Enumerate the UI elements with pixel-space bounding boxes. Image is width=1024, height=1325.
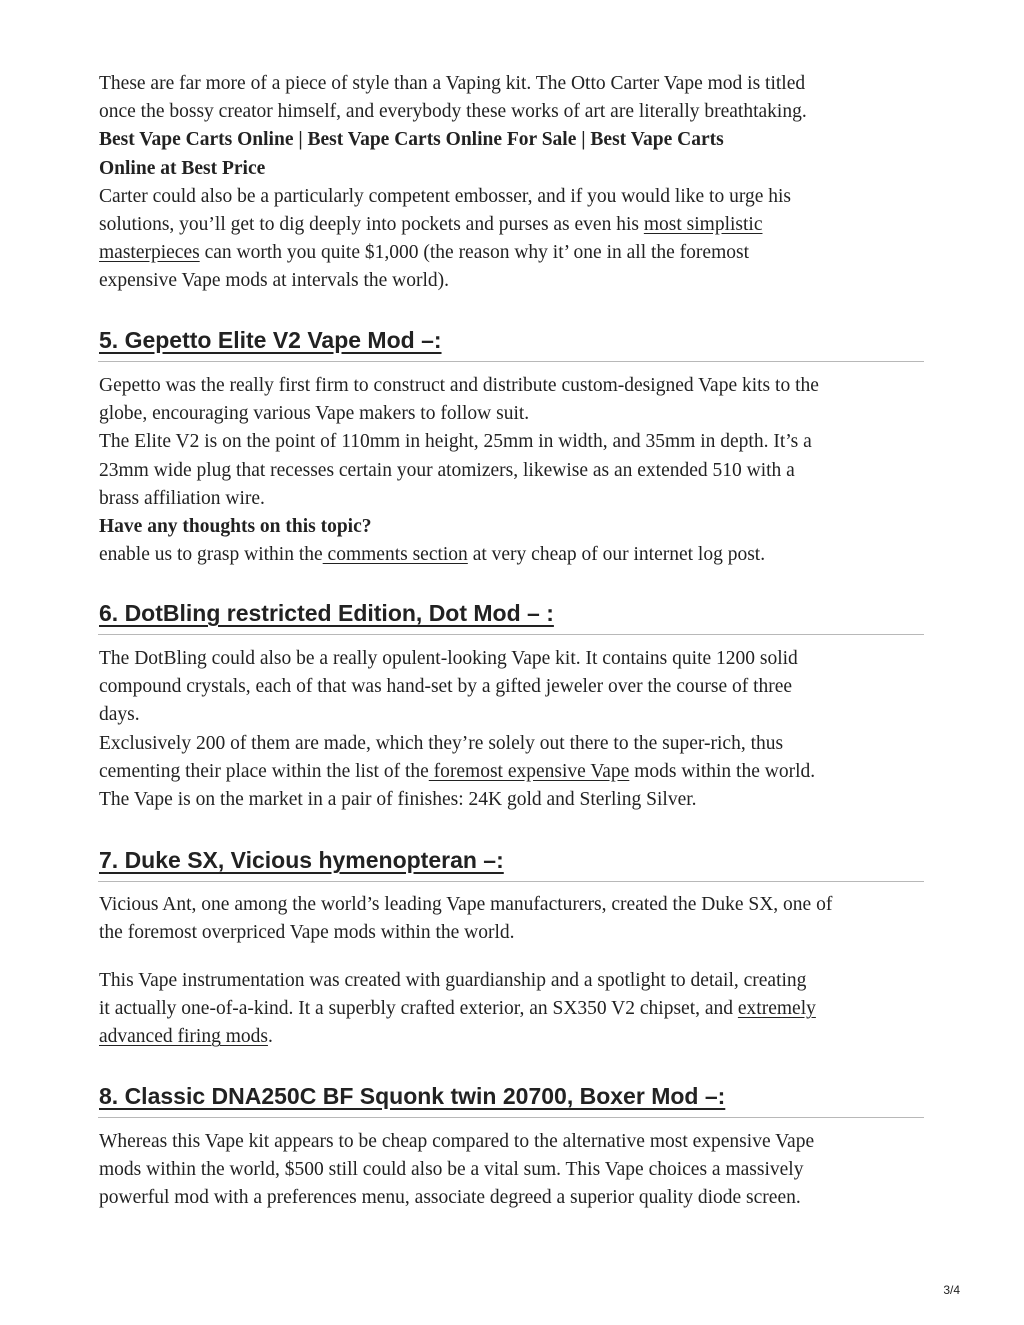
text-line: Whereas this Vape kit appears to be cheap compared to the alternative most expensive Vape — [99, 1131, 815, 1152]
bold-question: Have any thoughts on this topic? — [99, 516, 372, 538]
text-line: Gepetto was the really first firm to construct and distribute custom-designed Vape kits to the — [99, 375, 819, 396]
expensive-vape-link[interactable]: foremost expensive Vape — [428, 760, 630, 782]
text-line: Carter could also be a particularly competent embosser, and if you would like to urge his — [99, 185, 792, 207]
text-line: compound crystals, each of that was hand-set by a gifted jeweler over the course of three — [99, 676, 793, 698]
text-line: brass affiliation wire. — [99, 487, 265, 509]
text-fragment: . — [267, 1026, 273, 1048]
heading-divider — [98, 1117, 924, 1118]
masterpieces-link[interactable]: most simplistic — [643, 214, 763, 236]
section-heading-7: 7. Duke SX, Vicious hymenopteran –: — [99, 847, 504, 873]
text-line: expensive Vape mods at intervals the world). — [99, 270, 450, 292]
text-line: 23mm wide plug that recesses certain your atomizers, likewise as an extended 510 with a — [99, 459, 795, 481]
section-heading-6: 6. DotBling restricted Edition, Dot Mod – : — [99, 600, 554, 626]
section-heading-8: 8. Classic DNA250C BF Squonk twin 20700, Boxer Mod –: — [99, 1083, 726, 1109]
text-line: once the bossy creator himself, and everybody these works of art are literally breathtaking. — [99, 101, 807, 123]
text-fragment: mods within the world. — [629, 760, 816, 782]
text-fragment: cementing their place within the list of the — [99, 760, 429, 782]
text-line: powerful mod with a preferences menu, associate degreed a superior quality diode screen. — [99, 1187, 801, 1209]
text-line: Vicious Ant, one among the world’s leading Vape manufacturers, created the Duke SX, one of — [99, 894, 833, 915]
text-line: The Elite V2 is on the point of 110mm in height, 25mm in width, and 35mm in depth. It’s a — [99, 431, 812, 453]
text-fragment: can worth you quite $1,000 (the reason why it’ one in all the foremost — [199, 242, 749, 264]
text-line: globe, encouraging various Vape makers to follow suit. — [99, 403, 530, 425]
text-fragment: solutions, you’ll get to dig deeply into pockets and purses as even his — [99, 214, 644, 236]
section-heading-5: 5. Gepetto Elite V2 Vape Mod –: — [99, 327, 442, 353]
section-8-body — [99, 1128, 929, 1213]
text-line: These are far more of a piece of style than a Vaping kit. The Otto Carter Vape mod is titled — [99, 73, 806, 94]
masterpieces-link-continued[interactable]: masterpieces — [99, 242, 200, 264]
heading-divider — [98, 634, 924, 635]
text-line — [99, 995, 929, 1023]
firing-mods-link[interactable]: extremely — [737, 998, 816, 1020]
text-line — [99, 239, 929, 267]
text-line: mods within the world, $500 still could also be a vital sum. This Vape choices a massively — [99, 1159, 804, 1181]
text-line: the foremost overpriced Vape mods within the world. — [99, 922, 515, 944]
text-line — [99, 1023, 929, 1051]
text-line: Exclusively 200 of them are made, which they’re solely out there to the super-rich, thus — [99, 732, 784, 754]
text-line: days. — [99, 704, 140, 726]
section-5-body — [99, 372, 929, 569]
bold-title-line: Online at Best Price — [99, 157, 266, 179]
text-line: The Vape is on the market in a pair of finishes: 24K gold and Sterling Silver. — [99, 789, 697, 811]
heading-divider — [98, 881, 924, 882]
text-line — [99, 211, 929, 239]
firing-mods-link-continued[interactable]: advanced firing mods — [99, 1026, 268, 1048]
section-7-para-2 — [99, 967, 929, 1052]
text-line: The DotBling could also be a really opulent-looking Vape kit. It contains quite 1200 solid — [99, 648, 798, 669]
comments-section-link[interactable]: comments section — [322, 544, 468, 566]
text-line — [99, 758, 929, 786]
bold-title-line: Best Vape Carts Online | Best Vape Carts Online For Sale | Best Vape Carts — [99, 129, 724, 151]
text-line — [99, 541, 929, 569]
text-line: This Vape instrumentation was created with guardianship and a spotlight to detail, creating — [99, 970, 807, 991]
section-6-body — [99, 645, 929, 814]
section-7-para-1 — [99, 891, 929, 947]
heading-divider — [98, 361, 924, 362]
text-fragment: it actually one-of-a-kind. It a superbly crafted exterior, an SX350 V2 chipset, and — [99, 998, 738, 1020]
text-fragment: enable us to grasp within the — [99, 544, 323, 566]
intro-paragraph — [99, 70, 929, 296]
page-number: 3/4 — [943, 1283, 960, 1297]
text-fragment: at very cheap of our internet log post. — [467, 544, 766, 566]
